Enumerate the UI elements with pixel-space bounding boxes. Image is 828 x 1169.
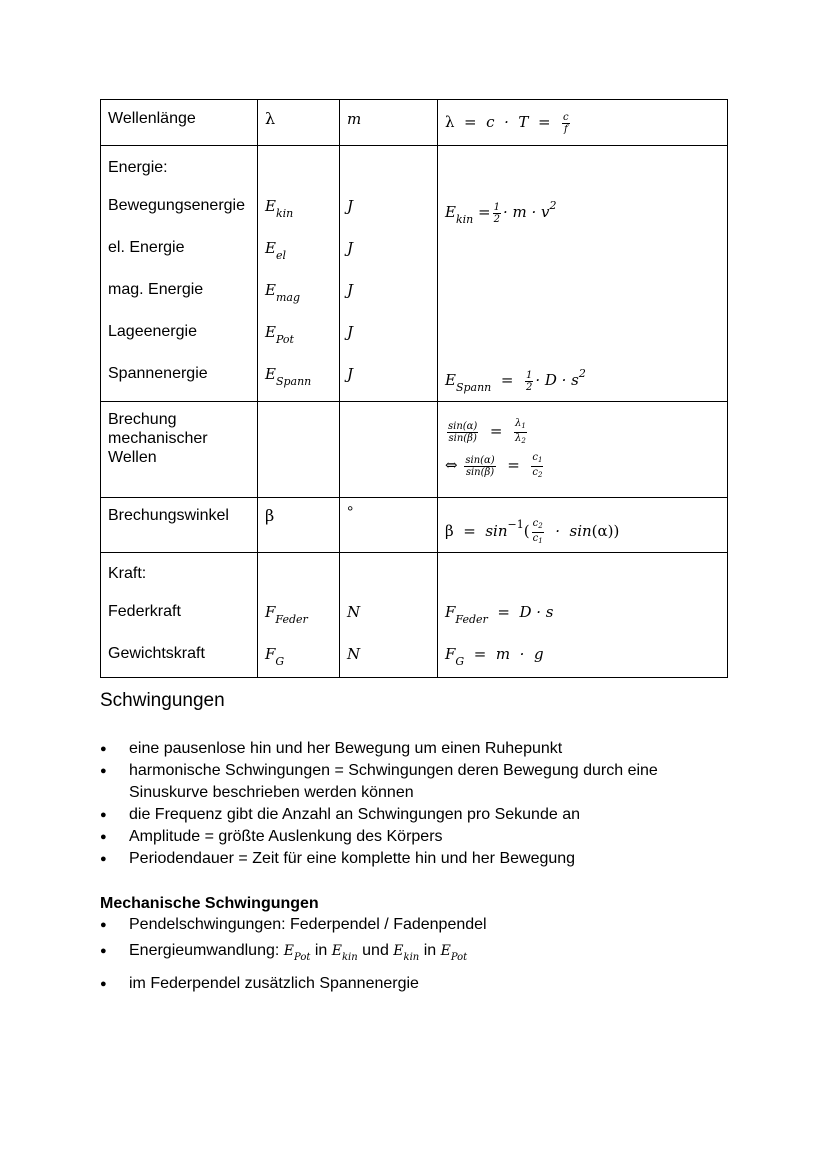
quantity-name: Bewegungsenergie — [108, 197, 245, 214]
list-item: ● im Federpendel zusätzlich Spannenergie — [100, 973, 740, 995]
quantity-symbol: $E_{mag}$ — [265, 281, 300, 304]
quantity-name: Brechungswinkel — [108, 507, 229, 524]
quantity-unit: J — [347, 365, 354, 383]
subsection-title: Mechanische Schwingungen — [100, 895, 319, 912]
quantity-unit: N — [347, 603, 361, 621]
quantity-unit: J — [347, 323, 354, 341]
quantity-symbol: $F_G$ — [265, 645, 285, 668]
quantity-name: Brechung mechanischer Wellen — [108, 411, 208, 466]
quantity-name: Lageenergie — [108, 323, 197, 340]
formula-gewichtskraft: $F_G = m \cdot g$ — [445, 645, 544, 668]
list-item: ● eine pausenlose hin und her Bewegung um einen Ruhepunkt — [100, 738, 740, 760]
quantity-symbol: λ — [265, 109, 276, 128]
quantity-name: Wellenlänge — [108, 110, 196, 127]
subsection-bullet-list — [100, 914, 740, 995]
formula-bewegungsenergie: $E_{kin}$ = $\frac{1}{2}$ · $m \cdot v^2$ — [445, 199, 557, 226]
table-row-wellenlaenge — [101, 100, 728, 146]
list-item: ● Energieumwandlung: $E_{Pot}$ in $E_{kin}$ und $E_{kin}$ in $E_{Pot}$ — [100, 936, 740, 973]
table-row-energie — [101, 146, 728, 402]
section-title: Schwingungen — [100, 690, 225, 711]
quantity-symbol: $F_{Feder}$ — [265, 603, 308, 626]
quantity-name: Federkraft — [108, 603, 181, 620]
formula-brechungswinkel: $\beta = \sin^{-1}$( $\frac{c_2}{c_1}$ · sin(α)) — [445, 517, 620, 545]
list-item: ● Pendelschwingungen: Federpendel / Fadenpendel — [100, 914, 740, 936]
energy-header: Energie: — [108, 159, 168, 176]
formula-brechung-1: $\frac{\sin(\alpha)}{\sin(\beta)}$ = $\frac{\lambda_1}{\lambda_2}$ — [448, 417, 526, 445]
quantity-unit: m — [347, 110, 362, 128]
quantity-name: Spannenergie — [108, 365, 208, 382]
quantity-unit: J — [347, 281, 354, 299]
quantity-name: el. Energie — [108, 239, 185, 256]
table-row-kraft — [101, 553, 728, 678]
list-item: ● Periodendauer = Zeit für eine komplette hin und her Bewegung — [100, 848, 740, 870]
section-bullet-list — [100, 738, 740, 870]
quantity-unit: J — [347, 239, 354, 257]
quantity-unit: N — [347, 645, 361, 663]
quantity-symbol: $E_{el}$ — [265, 239, 286, 262]
physics-formula-table — [100, 99, 728, 678]
quantity-name: mag. Energie — [108, 281, 204, 298]
list-item: ● die Frequenz gibt die Anzahl an Schwingungen pro Sekunde an — [100, 804, 740, 826]
quantity-symbol: β — [265, 506, 275, 525]
quantity-unit: J — [347, 197, 354, 215]
quantity-unit: ° — [347, 504, 354, 521]
formula-federkraft: $F_{Feder} = D \cdot s$ — [445, 603, 554, 626]
quantity-symbol: $E_{kin}$ — [265, 197, 294, 220]
list-item: ● harmonische Schwingungen = Schwingungen deren Bewegung durch eine Sinuskurve beschrieben werden können — [100, 760, 740, 804]
table-row-brechungswinkel — [101, 498, 728, 553]
formula-wellenlaenge: λ = c · T = $\frac{c}{f}$ — [445, 111, 569, 135]
quantity-symbol: $E_{Pot}$ — [265, 323, 294, 346]
quantity-symbol: $E_{Spann}$ — [265, 365, 312, 388]
formula-spannenergie: $E_{Spann}$ = $\frac{1}{2}$ · $D \cdot s^2$ — [445, 367, 586, 394]
force-header: Kraft: — [108, 565, 147, 582]
table-row-brechung — [101, 402, 728, 498]
list-item: ● Amplitude = größte Auslenkung des Körpers — [100, 826, 740, 848]
formula-brechung-2: ⇔ $\frac{\sin(\alpha)}{\sin(\beta)}$ = $\frac{c_1}{c_2}$ — [445, 451, 543, 479]
quantity-name: Gewichtskraft — [108, 645, 205, 662]
